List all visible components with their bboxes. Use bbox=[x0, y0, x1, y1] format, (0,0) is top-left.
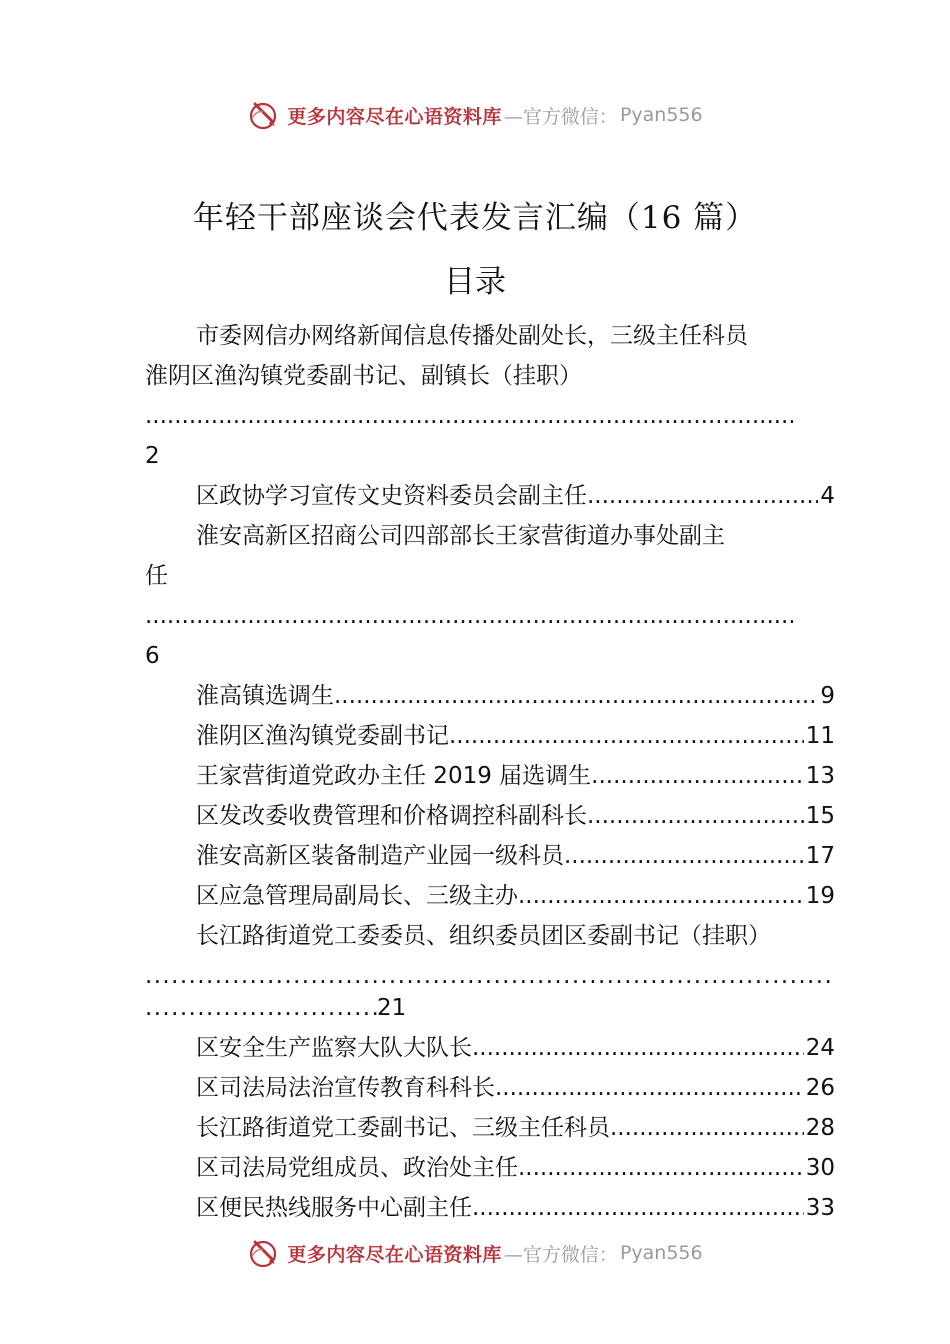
toc-leader-dots bbox=[472, 1188, 804, 1228]
watermark-text: 更多内容尽在心语资料库 bbox=[287, 1243, 502, 1266]
toc-entry-title: 淮阴区渔沟镇党委副书记 bbox=[196, 723, 449, 749]
watermark-account: Pyan556 bbox=[619, 104, 703, 126]
toc-page-number: 6 bbox=[145, 643, 160, 669]
toc-entry-title: 区安全生产监察大队大队长 bbox=[196, 1035, 472, 1061]
toc-entry-title: 区司法局党组成员、政治处主任 bbox=[196, 1155, 518, 1181]
pen-logo-icon bbox=[247, 1236, 281, 1270]
toc-entry-title[interactable]: 市委网信办网络新闻信息传播处副处长，三级主任科员 bbox=[196, 323, 748, 349]
watermark-separator: —官方微信： bbox=[503, 1243, 618, 1266]
toc-page-number: 2 bbox=[145, 443, 160, 469]
toc-page-number: 9 bbox=[820, 683, 835, 709]
toc-page-number: 26 bbox=[805, 1075, 835, 1101]
watermark-banner-bottom bbox=[0, 1233, 950, 1273]
watermark-account: Pyan556 bbox=[619, 1242, 703, 1264]
toc-entry-title: 区政协学习宣传文史资料委员会副主任 bbox=[196, 483, 587, 509]
toc-entry[interactable] bbox=[145, 836, 835, 876]
toc-page-number: 19 bbox=[805, 883, 835, 909]
document-title: 年轻干部座谈会代表发言汇编（16 篇） bbox=[192, 200, 758, 236]
toc-entry[interactable] bbox=[145, 1068, 835, 1108]
toc-leader-dots bbox=[518, 876, 804, 916]
toc-entry-title: 区司法局法治宣传教育科科长 bbox=[196, 1075, 495, 1101]
toc-entry[interactable] bbox=[145, 988, 835, 1028]
toc-entry[interactable] bbox=[145, 476, 835, 516]
watermark-banner-top bbox=[0, 95, 950, 135]
toc-entry[interactable] bbox=[145, 676, 835, 716]
toc-entry[interactable] bbox=[145, 1028, 835, 1068]
toc-leader-dots bbox=[334, 676, 818, 716]
toc-page-number: 24 bbox=[805, 1035, 835, 1061]
toc-entry-title[interactable]: 长江路街道党工委委员、组织委员团区委副书记（挂职） bbox=[196, 923, 771, 949]
toc-entry-title-cont[interactable]: 任 bbox=[145, 563, 168, 589]
toc-page-number: 17 bbox=[805, 843, 835, 869]
toc-leader-dots bbox=[587, 796, 804, 836]
toc-page-number: 11 bbox=[805, 723, 835, 749]
toc-leader-dots bbox=[591, 756, 804, 796]
toc-leader-dots bbox=[449, 716, 804, 756]
toc-page-number: 33 bbox=[805, 1195, 835, 1221]
toc-entry[interactable] bbox=[145, 1108, 835, 1148]
pen-logo-icon bbox=[247, 98, 281, 132]
toc-page-number: 21 bbox=[377, 995, 407, 1021]
toc-entry-title: 淮高镇选调生 bbox=[196, 683, 334, 709]
toc-page-number: 15 bbox=[805, 803, 835, 829]
toc-leader-dots bbox=[145, 988, 377, 1028]
toc-entry[interactable] bbox=[145, 1148, 835, 1188]
toc-page-number: 4 bbox=[820, 483, 835, 509]
toc-leader-dots bbox=[587, 476, 818, 516]
toc-entry-title: 淮安高新区装备制造产业园一级科员 bbox=[196, 843, 564, 869]
toc-entry-title: 区发改委收费管理和价格调控科副科长 bbox=[196, 803, 587, 829]
toc-leader-dots bbox=[564, 836, 804, 876]
toc-entry[interactable] bbox=[145, 1188, 835, 1228]
toc-leader-dots bbox=[518, 1148, 804, 1188]
toc-leader-dots bbox=[495, 1068, 804, 1108]
watermark-text: 更多内容尽在心语资料库 bbox=[287, 105, 502, 128]
toc-entry-title: 长江路街道党工委副书记、三级主任科员 bbox=[196, 1115, 610, 1141]
toc-leader-dots bbox=[145, 396, 793, 436]
toc-entry-title-cont[interactable]: 淮阴区渔沟镇党委副书记、副镇长（挂职） bbox=[145, 363, 582, 389]
toc-page-number: 13 bbox=[805, 763, 835, 789]
table-of-contents bbox=[145, 316, 835, 1228]
toc-leader-dots bbox=[610, 1108, 804, 1148]
toc-entry[interactable] bbox=[145, 756, 835, 796]
toc-heading: 目录 bbox=[444, 264, 506, 300]
toc-leader-dots bbox=[472, 1028, 804, 1068]
toc-page-number: 28 bbox=[805, 1115, 835, 1141]
toc-entry-title: 王家营街道党政办主任 2019 届选调生 bbox=[196, 763, 592, 789]
toc-entry-title: 区便民热线服务中心副主任 bbox=[196, 1195, 472, 1221]
toc-leader-dots bbox=[145, 596, 793, 636]
toc-entry[interactable] bbox=[145, 876, 835, 916]
toc-page-number: 30 bbox=[805, 1155, 835, 1181]
toc-entry[interactable] bbox=[145, 716, 835, 756]
watermark-separator: —官方微信： bbox=[503, 105, 618, 128]
toc-entry-title[interactable]: 淮安高新区招商公司四部部长王家营街道办事处副主 bbox=[196, 523, 725, 549]
toc-entry-title: 区应急管理局副局长、三级主办 bbox=[196, 883, 518, 909]
toc-entry[interactable] bbox=[145, 796, 835, 836]
